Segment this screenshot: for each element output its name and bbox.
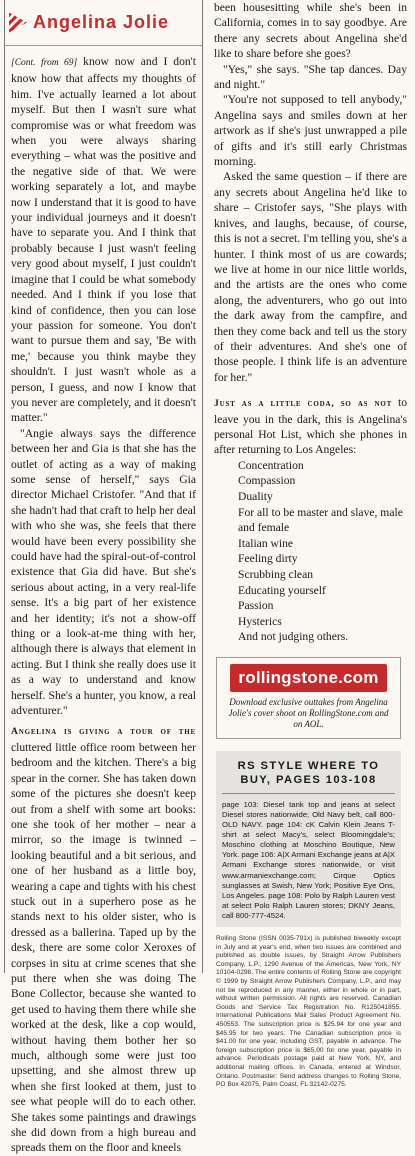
paragraph-text: to leave you in the dark, this is Angelina's personal Hot List, which she phones in after returning to Los Angeles: xyxy=(214,396,407,457)
paragraph xyxy=(11,54,196,426)
list-item: Passion xyxy=(238,599,274,613)
list-item: Hysterics xyxy=(238,614,282,628)
paragraph: Asked the same question – if there are any secrets about Angelina he'd like to share – Cristofer says, "She plays with knives, and laughs, because, of course, this is not a secret. I'm telling you, she's a hunter. I think most of us are cowards; we live at home in our nice little worlds, and the artists are the ones who come along, the adventurers, who go out into the dark away from the campfire, and then they come back and tell us the story of their adventures. And she's one of those people. I think life is an adventure for her." xyxy=(214,170,407,384)
paragraph xyxy=(11,723,196,1155)
style-box-title: RS STYLE WHERE TO BUY, PAGES 103-108 xyxy=(222,759,395,794)
promo-caption: Download exclusive outtakes from Angelina Jolie's cover shoot on RollingStone.com and on AOL. xyxy=(228,696,389,729)
list-item: Scrubbing clean xyxy=(238,567,314,581)
paragraph xyxy=(214,395,407,458)
list-item: Educating yourself xyxy=(238,583,326,597)
list-item: For all to be master and slave, male and female xyxy=(238,505,403,535)
style-where-to-buy-box xyxy=(216,751,401,927)
left-body xyxy=(5,54,202,1156)
list-item: Feeling dirty xyxy=(238,552,298,566)
rollingstone-promo xyxy=(216,657,401,739)
rollingstone-logo[interactable]: rollingstone.com xyxy=(230,664,386,692)
right-body xyxy=(206,0,411,458)
list-item: Duality xyxy=(238,489,273,503)
style-credits: page 103: Diesel tank top and jeans at select Diesel stores nationwide; Old Navy belt, call 800-OLD NAVY. page 104: cK Calvin Klein Jeans T-shirt at select Macy's, select Bloomingdale's; Moschino clothing at Moschino Boutique, New York. page 106: A|X Armani Exchange jeans at A|X Armani Exchange stores nationwide, or visit www.armaniexchange.com; Cirque Optics sunglasses at Swish, New York; Positive Eye Ons, Los Angeles. page 108: Polo by Ralph Lauren vest at select Polo Ralph Lauren stores; DKNY Jeans, call 800-777-4524. xyxy=(222,799,395,920)
list-item: Italian wine xyxy=(238,536,294,550)
list-item: Concentration xyxy=(238,458,304,472)
chevron-stripe-icon xyxy=(9,13,27,33)
article-header xyxy=(5,0,202,46)
hot-list xyxy=(206,458,411,645)
list-item: And not judging others. xyxy=(238,630,349,644)
paragraph-text: know now and I don't know how that affects my thoughts of him. I've actually learned a lot about myself. But then I wasn't sure what compromise was or what freedom was when you were always sharing everything – what was the positive and the negative side of that. We were working separately a lot, and maybe now I understand that it is good to have your individual journeys and it doesn't have to separate you. And I think that probably because I just wasn't feeling very good about myself, I just couldn't imagine that I could be what somebody needed. And I think if you lose that kind of confidence, then you can lose your passion for someone. You don't want to pursue them and say, 'Be with me,' because you think maybe they shouldn't. I just wasn't whole as a person, I guess, and now I know that you never are completely, and it doesn't matter." xyxy=(11,55,196,425)
paragraph: "You're not supposed to tell anybody," Angelina says and smiles down at her artwork as if she's just unwrapped a pile of gifts and it's still early Christmas morning. xyxy=(214,93,407,169)
paragraph: "Yes," she says. "She tap dances. Day and night." xyxy=(214,62,407,92)
left-column xyxy=(4,0,203,1155)
article-title: Angelina Jolie xyxy=(33,12,170,32)
list-item: Compassion xyxy=(238,474,296,488)
paragraph: "Angie always says the difference between her and Gia is that she has the outlet of acting as a way of making some sense of herself," says Gia director Michael Cristofer. "And that if she hadn't had that craft to help her deal with who she was, she feels that there would have been every possibility she could have had the spiral-out-of-control existence that Gia did have. But she's serious about acting, in a very real-life sense. It's a big part of her existence and her identity; it's not a show-off thing or a look-at-me thing with her, although there is always that element in acting. But I think she really does use it as a way to understand and know herself. She's a hunter, you know, a real adventurer." xyxy=(11,426,196,718)
continued-from-label: [Cont. from 69] xyxy=(11,58,78,68)
section-lead-in: Angelina is giving a tour of the xyxy=(11,726,196,738)
right-column xyxy=(206,0,411,1089)
section-lead-in: Just as a little coda, so as not xyxy=(214,398,393,410)
publication-fine-print: Rolling Stone (ISSN 0035-791x) is published biweekly except in July and at year's end, when two issues are combined and published as double issues, by Straight Arrow Publishers Company, L.P., 1290 Avenue of the Americas, New York, NY 10104-0298. The entire contents of Rolling Stone are copyright © 1999 by Straight Arrow Publishers Company, L.P., and may not be reproduced in any manner, either in whole or in part, without written permission. All rights are reserved. Canadian Goods and Service Tax Registration No. R125041855. International Publications Mail Sales Product Agreement No. 450553. The subscription price is $25.94 for one year and $45.95 for two years. The Canadian subscription price is $41.00 for one year, including GST, payable in advance. The foreign subscription price is $65.00 for one year, payable in advance. Periodicals postage paid at New York, NY, and additional mailing offices. In Canada, entered at Windsor, Ontario. Postmaster: Send address changes to Rolling Stone, PO Box 42075, Palm Coast, FL 32142-0275. xyxy=(216,935,401,1089)
paragraph-text: cluttered little office room between her bedroom and the kitchen. There's a big spear in the corner. She has taken down some of the pictures she doesn't keep out from a shelf with some art books: one she took of her mother – near a mirror, so the image is twinned – looking beautiful and a bit serious, and one of her husband as a little boy, wearing a cape and tights with his chest stuck out in a superhero pose as he stands next to his older sister, who is dressed as a ballerina. Taped up by the desk, there are some color Xeroxes of corpses in situ at crime scenes that she put there when she was doing The Bone Collector, because she wanted to get used to having them there while she worked at the desk, like a cop would, without having them bother her so much, although some were just too upsetting, and she almost threw up when she first looked at them, just to see what people will do to each other. She takes some paintings and drawings she did down from a high bureau and spreads them on the floor and kneels xyxy=(11,740,196,1155)
paragraph: been housesitting while she's been in California, comes in to say goodbye. Are there any secrets about Angelina she'd like to share before she goes? xyxy=(214,1,407,61)
